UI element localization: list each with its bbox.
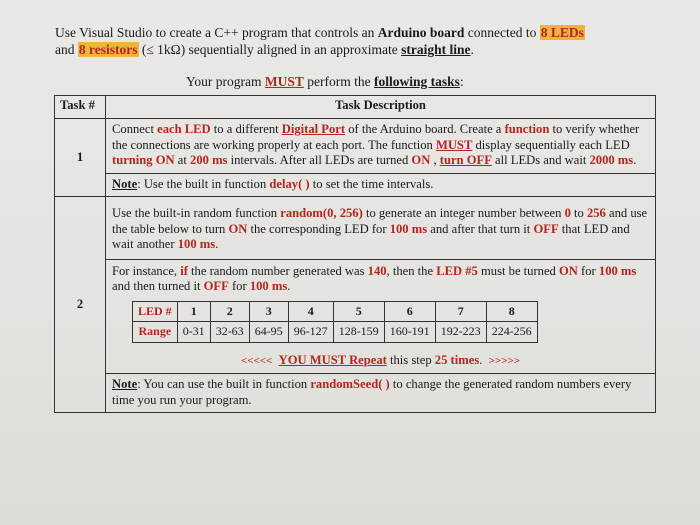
intro-paragraph — [55, 24, 675, 58]
range-cell: 128-159 — [333, 322, 384, 343]
led-number-cell: 2 — [210, 301, 249, 322]
requirement-line — [186, 74, 464, 90]
range-cell: 192-223 — [435, 322, 486, 343]
led-row — [133, 301, 538, 322]
requirement-must: MUST — [264, 74, 304, 89]
led-number-cell: 8 — [486, 301, 537, 322]
led-number-cell: 7 — [435, 301, 486, 322]
range-label: Range — [133, 322, 178, 343]
led-number-cell: 6 — [384, 301, 435, 322]
task-table — [54, 95, 656, 413]
intro-arduino: Arduino board — [377, 25, 465, 40]
intro-text: (≤ 1kΩ) sequentially aligned in an approximate — [138, 42, 402, 57]
requirement-text: Your program — [186, 74, 265, 89]
range-cell: 32-63 — [210, 322, 249, 343]
led-number-cell: 1 — [177, 301, 210, 322]
range-cell: 160-191 — [384, 322, 435, 343]
intro-straight-line: straight line — [401, 42, 471, 57]
requirement-text: : — [459, 74, 464, 89]
repeat-must: YOU MUST Repeat — [278, 352, 387, 367]
task-description-2 — [106, 197, 656, 413]
task-number-2: 2 — [55, 197, 106, 413]
led-number-cell: 3 — [249, 301, 288, 322]
task1-note: Note: Use the built in function delay( ) to set the time intervals. — [106, 173, 655, 193]
task2-paragraph: Use the built-in random function random(0, 256) to generate an integer number between 0 to 256 and use the table below to turn ON the corresponding LED for 100 ms and after that turn it OFF that LED and wait another 100 ms. — [112, 206, 648, 251]
range-row — [133, 322, 538, 343]
table-row — [55, 197, 656, 413]
range-cell: 224-256 — [486, 322, 537, 343]
task1-paragraph: Connect each LED to a different Digital Port of the Arduino board. Create a function to verify whether the connections are working properly at each port. The function MUST display sequentially each LED turning ON at 200 ms intervals. After all LEDs are turned ON , turn OFF all LEDs and wait 2000 ms. — [112, 122, 640, 167]
table-row — [55, 119, 656, 197]
led-number-cell: 4 — [288, 301, 333, 322]
task2-example: For instance, if the random number generated was 140, then the LED #5 must be turned ON for 100 ms and then turned it OFF for 100 ms. — [106, 259, 655, 295]
intro-leds-highlight: 8 LEDs — [540, 25, 584, 40]
right-arrows: >>>>> — [488, 354, 520, 367]
requirement-following-tasks: following tasks — [374, 74, 460, 89]
intro-text: connected to — [464, 25, 540, 40]
task2-note: Note: You can use the built in function randomSeed( ) to change the generated random numbers every time you run your program. — [106, 373, 655, 408]
led-label: LED # — [133, 301, 178, 322]
range-cell: 0-31 — [177, 322, 210, 343]
task-number-1: 1 — [55, 119, 106, 197]
led-range-table — [132, 301, 538, 343]
repeat-instruction: <<<<< YOU MUST Repeat this step 25 times. >>>>> — [240, 352, 520, 367]
header-task-description: Task Description — [106, 96, 656, 119]
led-number-cell: 5 — [333, 301, 384, 322]
left-arrows: <<<<< — [240, 354, 273, 367]
header-task-number: Task # — [55, 96, 106, 119]
task-description-1 — [106, 119, 656, 197]
intro-text: . — [470, 42, 474, 57]
intro-resistors-highlight: 8 resistors — [78, 42, 138, 57]
intro-text: and — [55, 42, 78, 57]
range-cell: 64-95 — [249, 322, 288, 343]
range-cell: 96-127 — [288, 322, 333, 343]
requirement-text: perform the — [303, 74, 375, 89]
intro-text: Use Visual Studio to create a C++ program that controls an — [55, 25, 378, 40]
